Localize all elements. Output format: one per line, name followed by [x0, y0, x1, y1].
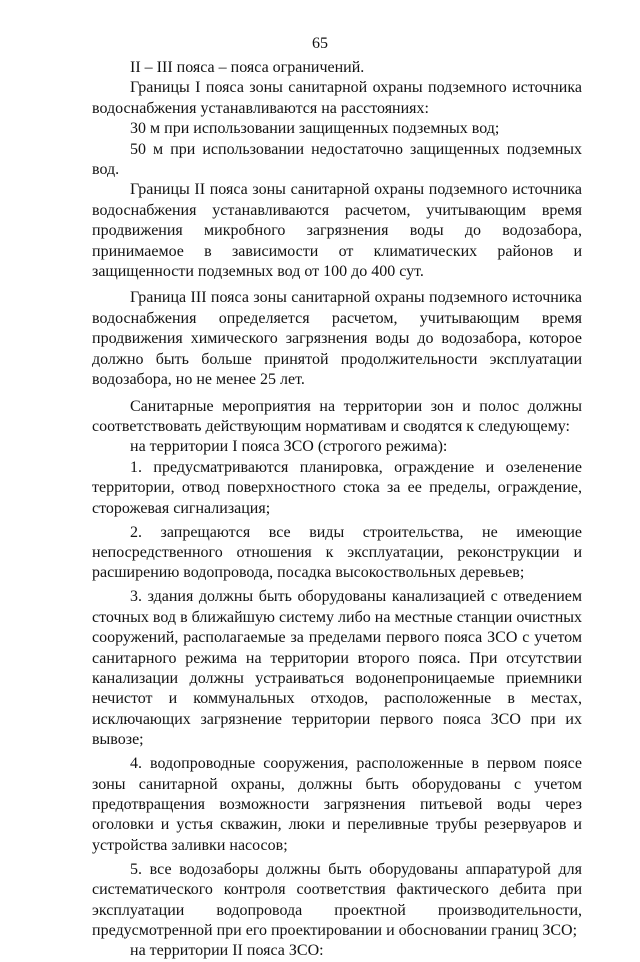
paragraph-zone-i-territory-heading: на территории I пояса ЗСО (строгого режима): [130, 438, 448, 456]
list-item-4: 4. водопроводные сооружения, расположенные в первом поясе зоны санитарной охраны, должны быть оборудованы с учетом предотвращения возможности загрязнения питьевой воды через оголовки и устья скважин, люки и переливные трубы резервуаров и устройства заливки насосов; [92, 755, 582, 854]
paragraph-distance-50m: 50 м при использовании недостаточно защищенных подземных вод. [92, 140, 582, 179]
list-item-1: 1. предусматриваются планировка, ограждение и озеленение территории, отвод поверхностного стока за ее пределы, ограждение, сторожевая сигнализация; [92, 458, 582, 517]
paragraph-zone-ii-boundaries: Границы II пояса зоны санитарной охраны подземного источника водоснабжения устанавливаются расчетом, учитывающим время продвижения микробного загрязнения воды до водозабора, принимаемое в зависимости от климатических районов и защищенности подземных вод от 100 до 400 сут. [92, 181, 582, 281]
body-text [92, 58, 582, 962]
page-number: 65 [312, 35, 328, 52]
list-item-2: 2. запрещаются все виды строительства, не имеющие непосредственного отношения к эксплуатации, реконструкции и расширению водопровода, посадка высокоствольных деревьев; [92, 523, 582, 582]
paragraph-zone-iii-boundary: Граница III пояса зоны санитарной охраны подземного источника водоснабжения определяется расчетом, учитывающим время продвижения химического загрязнения воды до водозабора, которое должно быть больше принятой продолжительности эксплуатации водозабора, но не менее 25 лет. [92, 289, 582, 389]
paragraph-zone-belts-ii-iii: II – III пояса – пояса ограничений. [130, 59, 365, 76]
paragraph-zone-ii-territory-heading: на территории II пояса ЗСО: [130, 942, 324, 960]
paragraph-sanitary-measures: Санитарные мероприятия на территории зон и полос должны соответствовать действующим нормативам и сводятся к следующему: [92, 397, 582, 435]
paragraph-distance-30m: 30 м при использовании защищенных подземных вод; [130, 120, 500, 138]
list-item-3: 3. здания должны быть оборудованы канализацией с отведением сточных вод в ближайшую систему либо на местные станции очистных сооружений, располагаемые за пределами первого пояса ЗСО с учетом санитарного режима на территории второго пояса. При отсутствии канализации должны устраиваться водонепроницаемые приемники нечистот и коммунальных отходов, расположенные в местах, исключающих загрязнение территории первого пояса ЗСО при их вывозе; [92, 588, 582, 749]
list-item-5: 5. все водозаборы должны быть оборудованы аппаратурой для систематического контроля соответствия фактического дебита при эксплуатации водопровода проектной производительности, предусмотренной при его проектировании и обосновании границ ЗСО; [92, 860, 582, 940]
paragraph-zone-i-boundaries: Границы I пояса зоны санитарной охраны подземного источника водоснабжения устанавливаются на расстояниях: [92, 79, 582, 117]
